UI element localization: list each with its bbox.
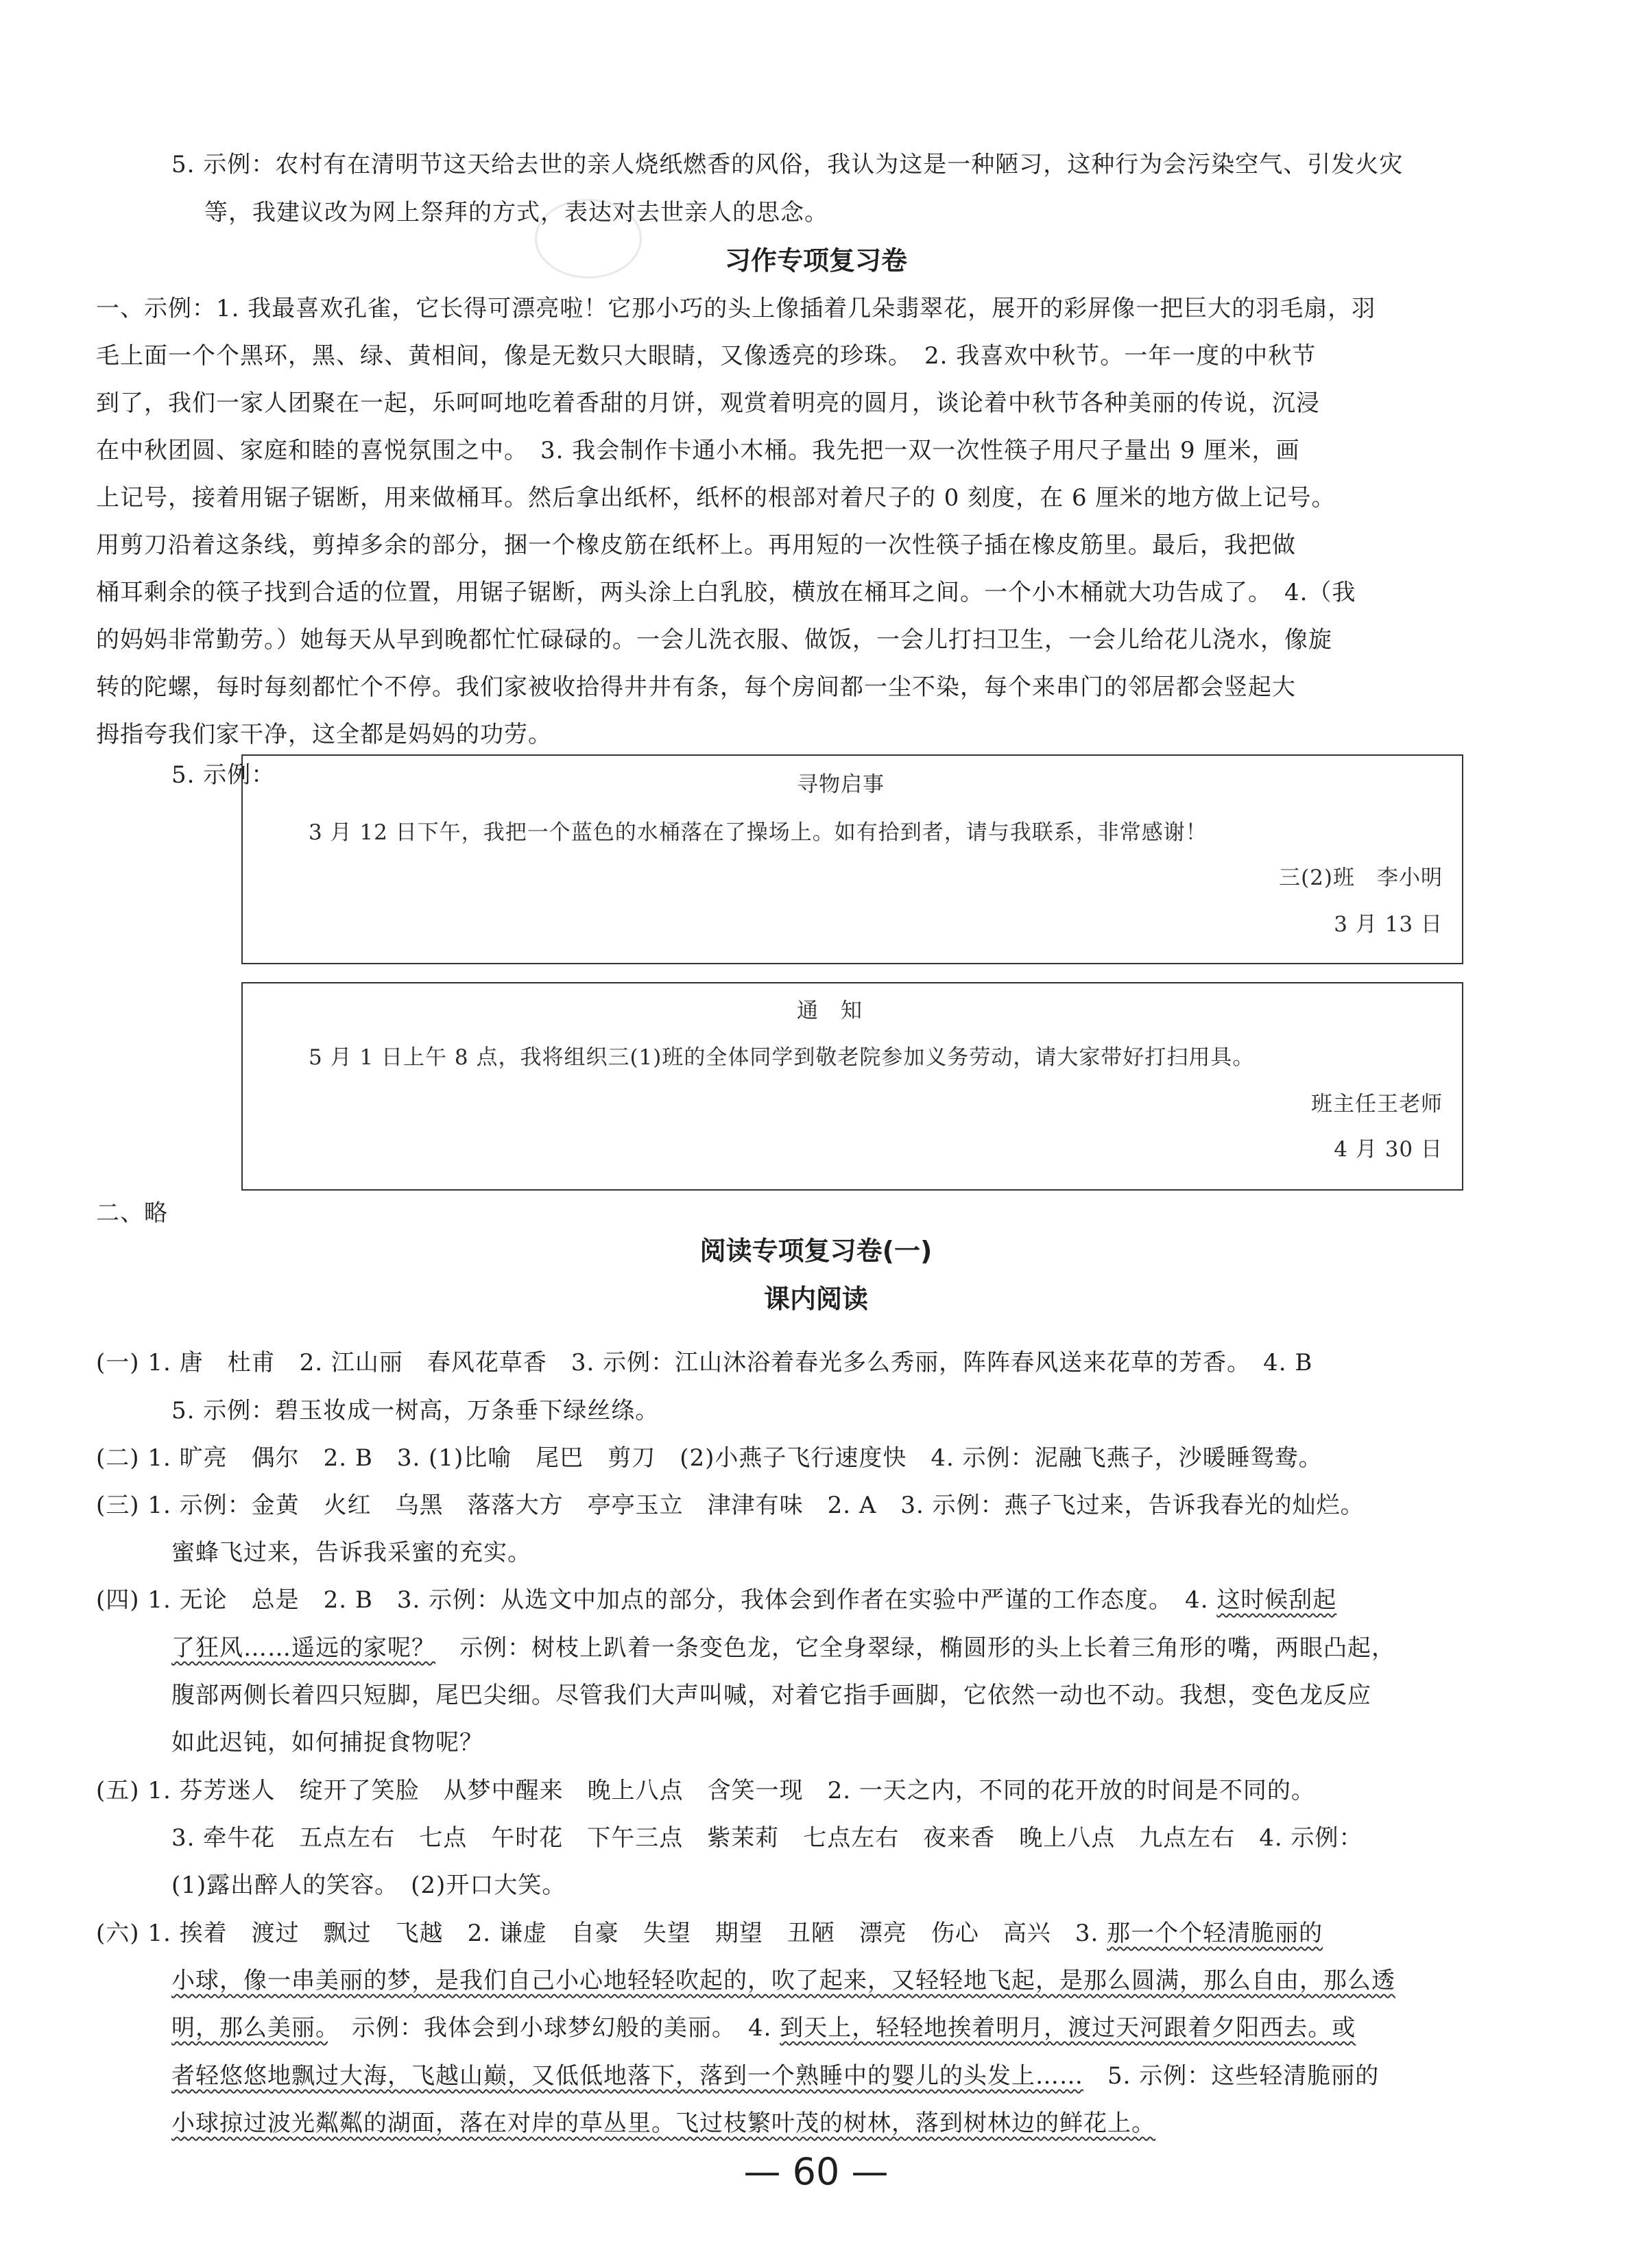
- xizuo-line-5: 上记号，接着用锯子锯断，用来做桶耳。然后拿出纸杯，纸杯的根部对着尺子的 0 刻度，在 6 厘米的地方做上记号。: [96, 484, 1336, 512]
- xizuo-line-1: 一、示例：1. 我最喜欢孔雀，它长得可漂亮啦！它那小巧的头上像插着几朵翡翠花，展开的彩屏像一把巨大的羽毛扇，羽: [96, 295, 1376, 322]
- announcement-title: 通 知: [797, 999, 863, 1023]
- q4-l2-underlined: 了狂风……遥远的家呢？: [171, 1634, 435, 1662]
- q6-l3-underlined-a: 明，那么美丽。: [171, 2014, 328, 2042]
- q4-l1-underlined: 这时候刮起: [1216, 1586, 1337, 1614]
- q6-l1-text: (六) 1. 挨着 渡过 飘过 飞越 2. 谦虚 自豪 失望 期望 丑陋 漂亮 伤心 高兴 3.: [96, 1920, 1107, 1947]
- xizuo-line-4: 在中秋团圆、家庭和睦的喜悦氛围之中。 3. 我会制作卡通小木桶。我先把一双一次性筷子用尺子量出 9 厘米，画: [96, 437, 1300, 464]
- yuedu-q3-line1: (三) 1. 示例：金黄 火红 乌黑 落落大方 亭亭玉立 津津有味 2. A 3. 示例：燕子飞过来，告诉我春光的灿烂。: [96, 1492, 1365, 1519]
- yuedu-q1-line2: 5. 示例：碧玉妆成一树高，万条垂下绿丝绦。: [171, 1397, 660, 1424]
- yuedu-q6-line5: [171, 2108, 1155, 2138]
- q6-l3-underlined-b: 到天上，轻轻地挨着明月，渡过天河跟着夕阳西去。或: [780, 2014, 1356, 2042]
- yuedu-q6-line4: [171, 2061, 1379, 2091]
- yuedu-q1-line1: (一) 1. 唐 杜甫 2. 江山丽 春风花草香 3. 示例：江山沐浴着春光多么秀丽，阵阵春风送来花草的芳香。 4. B: [96, 1349, 1313, 1376]
- yuedu-q5-line3: (1)露出醉人的笑容。 (2)开口大笑。: [171, 1872, 566, 1899]
- yuedu-q4-line4: 如此迟钝，如何捕捉食物呢？: [171, 1729, 483, 1756]
- yuedu-q6-line3: [171, 2013, 1356, 2043]
- section-title-yuedu: 阅读专项复习卷(一): [699, 1236, 933, 1266]
- page-number: — 60 —: [743, 2150, 889, 2193]
- xizuo-part2: 二、略: [96, 1199, 168, 1227]
- xizuo-line-2: 毛上面一个个黑环，黑、绿、黄相间，像是无数只大眼睛，又像透亮的珍珠。 2. 我喜欢中秋节。一年一度的中秋节: [96, 342, 1317, 370]
- lost-notice-sign: 三(2)班 李小明: [1279, 866, 1443, 890]
- xizuo-line-7: 桶耳剩余的筷子找到合适的位置，用锯子锯断，两头涂上白乳胶，横放在桶耳之间。一个小木桶就大功告成了。 4.（我: [96, 579, 1356, 606]
- lost-notice-box: [241, 754, 1463, 964]
- lost-notice-body: 3 月 12 日下午，我把一个蓝色的水桶落在了操场上。如有拾到者，请与我联系，非常感谢！: [309, 820, 1208, 845]
- section-subtitle-kenei: 课内阅读: [763, 1284, 868, 1314]
- q4-l1-text: (四) 1. 无论 总是 2. B 3. 示例：从选文中加点的部分，我体会到作者在实验中严谨的工作态度。 4.: [96, 1586, 1217, 1614]
- q4-l2-text: 示例：树枝上趴着一条变色龙，它全身翠绿，椭圆形的头上长着三角形的嘴，两眼凸起，: [435, 1634, 1395, 1662]
- xizuo-line-9: 转的陀螺，每时每刻都忙个不停。我们家被收拾得井井有条，每个房间都一尘不染，每个来串门的邻居都会竖起大: [96, 673, 1296, 701]
- q6-l3-text: 示例：我体会到小球梦幻般的美丽。 4.: [328, 2014, 780, 2042]
- lost-notice-date: 3 月 13 日: [1334, 912, 1443, 937]
- xizuo-line-6: 用剪刀沿着这条线，剪掉多余的部分，捆一个橡皮筋在纸杯上。再用短的一次性筷子插在橡皮筋里。最后，我把做: [96, 532, 1296, 559]
- q6-l4-underlined: 者轻悠悠地飘过大海，飞越山巅，又低低地落下，落到一个熟睡中的婴儿的头发上……: [171, 2062, 1083, 2090]
- xizuo-line-10: 拇指夸我们家干净，这全都是妈妈的功劳。: [96, 721, 552, 748]
- q6-l5-underlined: 小球掠过波光粼粼的湖面，落在对岸的草丛里。飞过枝繁叶茂的树林，落到树林边的鲜花上。: [171, 2110, 1155, 2137]
- q6-l1-underlined: 那一个个轻清脆丽的: [1107, 1920, 1323, 1947]
- announcement-date: 4 月 30 日: [1334, 1137, 1443, 1162]
- yuedu-q3-line2: 蜜蜂飞过来，告诉我采蜜的充实。: [171, 1539, 531, 1566]
- section-title-xizuo: 习作专项复习卷: [724, 246, 907, 276]
- lost-notice-title: 寻物启事: [797, 772, 885, 797]
- announcement-sign: 班主任王老师: [1311, 1092, 1443, 1117]
- xizuo-line-8: 的妈妈非常勤劳。）她每天从早到晚都忙忙碌碌的。一会儿洗衣服、做饭，一会儿打扫卫生，一会儿给花儿浇水，像旋: [96, 626, 1332, 654]
- q6-l4-text: 5. 示例：这些轻清脆丽的: [1083, 2062, 1380, 2090]
- yuedu-q6-line2: [171, 1966, 1395, 1996]
- yuedu-q5-line2: 3. 牵牛花 五点左右 七点 午时花 下午三点 紫茉莉 七点左右 夜来香 晚上八点 九点左右 4. 示例：: [171, 1824, 1363, 1852]
- xizuo-q5-label: 5. 示例：: [171, 761, 276, 789]
- yuedu-q4-line3: 腹部两侧长着四只短脚，尾巴尖细。尽管我们大声叫喊，对着它指手画脚，它依然一动也不动。我想，变色龙反应: [171, 1682, 1371, 1709]
- announcement-body: 5 月 1 日上午 8 点，我将组织三(1)班的全体同学到敬老院参加义务劳动，请大家带好打扫用具。: [309, 1045, 1255, 1070]
- top-q5-line2: 等，我建议改为网上祭拜的方式，表达对去世亲人的思念。: [204, 199, 828, 226]
- top-q5-line1: 5. 示例：农村有在清明节这天给去世的亲人烧纸燃香的风俗，我认为这是一种陋习，这种行为会污染空气、引发火灾: [171, 151, 1404, 178]
- q6-l2-underlined: 小球，像一串美丽的梦，是我们自己小心地轻轻吹起的，吹了起来，又轻轻地飞起，是那么圆满，那么自由，那么透: [171, 1967, 1395, 1994]
- announcement-box: [241, 982, 1463, 1191]
- xizuo-line-3: 到了，我们一家人团聚在一起，乐呵呵地吃着香甜的月饼，观赏着明亮的圆月，谈论着中秋节各种美丽的传说，沉浸: [96, 390, 1320, 417]
- yuedu-q2: (二) 1. 旷亮 偶尔 2. B 3. (1)比喻 尾巴 剪刀 (2)小燕子飞行速度快 4. 示例：泥融飞燕子，沙暖睡鸳鸯。: [96, 1444, 1323, 1472]
- yuedu-q6-line1: [96, 1918, 1323, 1948]
- yuedu-q5-line1: (五) 1. 芬芳迷人 绽开了笑脸 从梦中醒来 晚上八点 含笑一现 2. 一天之内，不同的花开放的时间是不同的。: [96, 1777, 1315, 1804]
- yuedu-q4-line1: [96, 1585, 1336, 1615]
- yuedu-q4-line2: [171, 1633, 1395, 1663]
